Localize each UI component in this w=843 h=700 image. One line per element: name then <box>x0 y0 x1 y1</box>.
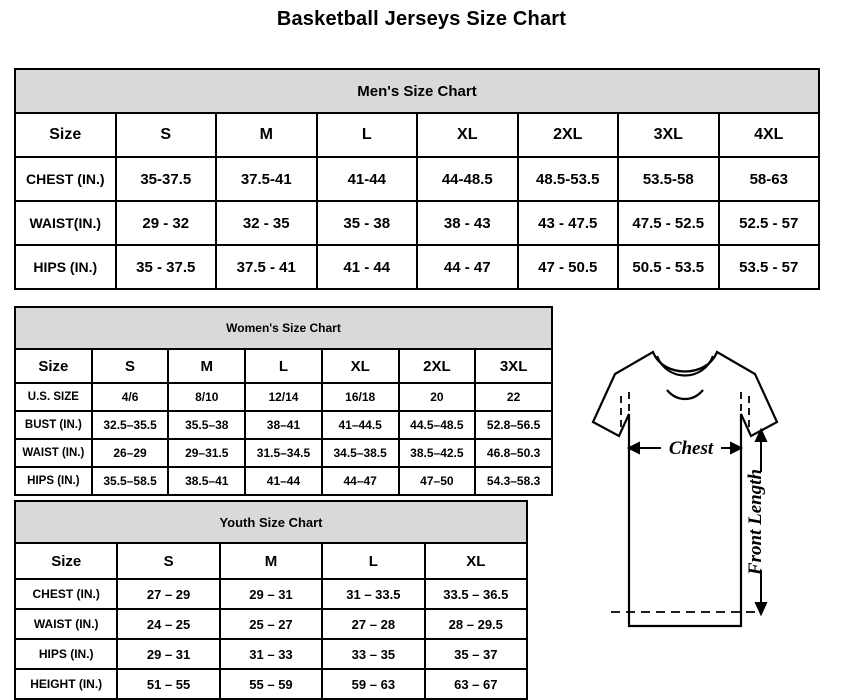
cell-height-l: 59 – 63 <box>322 669 424 699</box>
cell-height-m: 55 – 59 <box>220 669 322 699</box>
column-header-s: S <box>116 113 217 157</box>
row-label-waist: WAIST (IN.) <box>15 609 117 639</box>
table-row <box>15 669 527 699</box>
column-header-l: L <box>317 113 418 157</box>
cell-waist-l: 27 – 28 <box>322 609 424 639</box>
collar-icon <box>657 356 713 399</box>
cell-hips-l: 41 - 44 <box>317 245 418 289</box>
row-label-bust: BUST (IN.) <box>15 411 92 439</box>
table-row <box>15 201 819 245</box>
column-header-size: Size <box>15 113 116 157</box>
cell-bust-3xl: 52.8–56.5 <box>475 411 552 439</box>
column-header-l: L <box>245 349 322 383</box>
cell-waist-l: 31.5–34.5 <box>245 439 322 467</box>
cell-hips-l: 41–44 <box>245 467 322 495</box>
cell-chest-m: 37.5-41 <box>216 157 317 201</box>
jersey-measurement-diagram <box>545 326 835 676</box>
cell-hips-l: 33 – 35 <box>322 639 424 669</box>
row-label-hips: HIPS (IN.) <box>15 245 116 289</box>
mens-size-chart <box>14 68 820 290</box>
cell-hips-2xl: 47–50 <box>399 467 476 495</box>
cell-hips-m: 31 – 33 <box>220 639 322 669</box>
cell-waist-4xl: 52.5 - 57 <box>719 201 820 245</box>
youth-size-table <box>14 500 528 700</box>
cell-chest-3xl: 53.5-58 <box>618 157 719 201</box>
cell-waist-xl: 38 - 43 <box>417 201 518 245</box>
table-row <box>15 157 819 201</box>
cell-hips-m: 37.5 - 41 <box>216 245 317 289</box>
table-row <box>15 383 552 411</box>
table-row <box>15 579 527 609</box>
cell-chest-s: 27 – 29 <box>117 579 219 609</box>
cell-hips-m: 38.5–41 <box>168 467 245 495</box>
cell-waist-s: 24 – 25 <box>117 609 219 639</box>
row-label-us-size: U.S. SIZE <box>15 383 92 411</box>
column-header-3xl: 3XL <box>475 349 552 383</box>
cell-hips-s: 29 – 31 <box>117 639 219 669</box>
cell-hips-3xl: 54.3–58.3 <box>475 467 552 495</box>
column-header-m: M <box>216 113 317 157</box>
cell-waist-xl: 34.5–38.5 <box>322 439 399 467</box>
table-header-row <box>15 113 819 157</box>
table-caption-row <box>15 501 527 543</box>
womens-size-table <box>14 306 553 496</box>
cell-us-size-m: 8/10 <box>168 383 245 411</box>
cell-hips-2xl: 47 - 50.5 <box>518 245 619 289</box>
row-label-height: HEIGHT (IN.) <box>15 669 117 699</box>
cell-chest-4xl: 58-63 <box>719 157 820 201</box>
cell-waist-2xl: 38.5–42.5 <box>399 439 476 467</box>
cell-waist-m: 29–31.5 <box>168 439 245 467</box>
row-label-hips: HIPS (IN.) <box>15 639 117 669</box>
column-header-size: Size <box>15 543 117 579</box>
column-header-4xl: 4XL <box>719 113 820 157</box>
table-row <box>15 639 527 669</box>
cell-waist-3xl: 47.5 - 52.5 <box>618 201 719 245</box>
cell-waist-s: 26–29 <box>92 439 169 467</box>
column-header-2xl: 2XL <box>518 113 619 157</box>
mens-chart-caption: Men's Size Chart <box>15 69 819 113</box>
cell-waist-xl: 28 – 29.5 <box>425 609 527 639</box>
cell-bust-m: 35.5–38 <box>168 411 245 439</box>
cell-hips-4xl: 53.5 - 57 <box>719 245 820 289</box>
table-row <box>15 411 552 439</box>
table-row <box>15 439 552 467</box>
cell-chest-m: 29 – 31 <box>220 579 322 609</box>
cell-bust-l: 38–41 <box>245 411 322 439</box>
cell-waist-2xl: 43 - 47.5 <box>518 201 619 245</box>
youth-chart-caption: Youth Size Chart <box>15 501 527 543</box>
cell-us-size-3xl: 22 <box>475 383 552 411</box>
cell-height-xl: 63 – 67 <box>425 669 527 699</box>
cell-waist-s: 29 - 32 <box>116 201 217 245</box>
cell-hips-xl: 35 – 37 <box>425 639 527 669</box>
cell-waist-m: 32 - 35 <box>216 201 317 245</box>
cell-height-s: 51 – 55 <box>117 669 219 699</box>
row-label-hips: HIPS (IN.) <box>15 467 92 495</box>
column-header-l: L <box>322 543 424 579</box>
column-header-xl: XL <box>425 543 527 579</box>
table-header-row <box>15 543 527 579</box>
table-row <box>15 245 819 289</box>
column-header-3xl: 3XL <box>618 113 719 157</box>
column-header-2xl: 2XL <box>399 349 476 383</box>
cell-bust-s: 32.5–35.5 <box>92 411 169 439</box>
table-caption-row <box>15 307 552 349</box>
cell-hips-xl: 44–47 <box>322 467 399 495</box>
cell-hips-3xl: 50.5 - 53.5 <box>618 245 719 289</box>
cell-hips-xl: 44 - 47 <box>417 245 518 289</box>
cell-hips-s: 35 - 37.5 <box>116 245 217 289</box>
row-label-waist: WAIST (IN.) <box>15 439 92 467</box>
cell-chest-l: 41-44 <box>317 157 418 201</box>
cell-us-size-2xl: 20 <box>399 383 476 411</box>
cell-waist-3xl: 46.8–50.3 <box>475 439 552 467</box>
cell-chest-s: 35-37.5 <box>116 157 217 201</box>
page-title: Basketball Jerseys Size Chart <box>276 8 567 30</box>
cell-bust-xl: 41–44.5 <box>322 411 399 439</box>
cell-chest-xl: 44-48.5 <box>417 157 518 201</box>
cell-waist-l: 35 - 38 <box>317 201 418 245</box>
row-label-chest: CHEST (IN.) <box>15 157 116 201</box>
table-row <box>15 467 552 495</box>
cell-chest-l: 31 – 33.5 <box>322 579 424 609</box>
column-header-xl: XL <box>417 113 518 157</box>
column-header-s: S <box>92 349 169 383</box>
column-header-size: Size <box>15 349 92 383</box>
column-header-s: S <box>117 543 219 579</box>
cell-us-size-s: 4/6 <box>92 383 169 411</box>
cell-us-size-xl: 16/18 <box>322 383 399 411</box>
column-header-m: M <box>220 543 322 579</box>
cell-chest-xl: 33.5 – 36.5 <box>425 579 527 609</box>
front-length-label: Front Length <box>745 468 766 576</box>
column-header-xl: XL <box>322 349 399 383</box>
mens-size-table <box>14 68 820 290</box>
cell-chest-2xl: 48.5-53.5 <box>518 157 619 201</box>
cell-waist-m: 25 – 27 <box>220 609 322 639</box>
cell-us-size-l: 12/14 <box>245 383 322 411</box>
row-label-waist: WAIST(IN.) <box>15 201 116 245</box>
womens-size-chart <box>14 306 553 496</box>
youth-size-chart <box>14 500 528 700</box>
table-row <box>15 609 527 639</box>
cell-bust-2xl: 44.5–48.5 <box>399 411 476 439</box>
table-caption-row <box>15 69 819 113</box>
chest-label: Chest <box>668 438 714 459</box>
cell-hips-s: 35.5–58.5 <box>92 467 169 495</box>
womens-chart-caption: Women's Size Chart <box>15 307 552 349</box>
table-header-row <box>15 349 552 383</box>
column-header-m: M <box>168 349 245 383</box>
row-label-chest: CHEST (IN.) <box>15 579 117 609</box>
